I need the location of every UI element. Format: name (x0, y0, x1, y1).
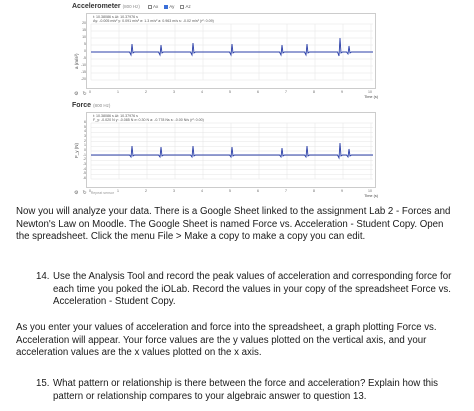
analysis-tool-icon[interactable]: ⚙ (74, 91, 79, 97)
force-plot-svg (87, 113, 377, 189)
y-tick-label: 15 (82, 28, 86, 32)
y-tick-label (78, 148, 86, 152)
paragraph-instructions: Now you will analyze your data. There is a Google Sheet linked to the assignment Lab 2 - Forces and Newton's Law on Moodle. The Google Sheet is named Force vs. Acceleration - Student Copy. Open the spreadsheet. Click the menu File > Make a copy to make a copy you can edit. (16, 206, 451, 243)
checkbox-az-box[interactable] (180, 5, 184, 9)
x-tick-label: 10 (368, 189, 372, 193)
checkbox-ax[interactable]: Ax (148, 4, 158, 9)
question-14-number: 14. (36, 271, 50, 282)
force-panel (72, 102, 384, 198)
force-rate: (800 Hz) (93, 103, 111, 108)
x-tick-label: 9 (341, 90, 343, 94)
question-14-text: Use the Analysis Tool and record the peak values of acceleration and corresponding force for each time you poked the iOLab. Record the values in your copy of the spreadsheet Force vs. Acceleration - Student Copy. (53, 271, 452, 308)
y-tick-label (78, 134, 86, 138)
y-tick-label: -3 (82, 162, 86, 166)
accelerometer-x-axis-label: Time (s) (364, 95, 378, 99)
force-x-axis-label: Time (s) (364, 194, 378, 198)
analysis-tool-icon[interactable]: ⚙ (74, 190, 79, 196)
y-tick-label: -4 (82, 166, 86, 171)
y-tick-label: 10 (82, 35, 86, 39)
y-tick-label (78, 129, 86, 133)
y-tick-label: -2 (82, 157, 86, 162)
accelerometer-rate: (800 Hz) (122, 4, 140, 9)
x-tick-label: 0 (89, 189, 91, 193)
y-tick-label (78, 42, 86, 46)
accelerometer-title-text: Accelerometer (72, 3, 121, 10)
checkbox-az[interactable]: Az (180, 4, 190, 9)
x-tick-label: 4 (201, 189, 203, 193)
question-15-number: 15. (36, 378, 50, 389)
force-plot[interactable] (86, 112, 376, 188)
x-tick-label: 10 (368, 90, 372, 94)
paragraph-spreadsheet: As you enter your values of acceleration and force into the spreadsheet, a graph plotting Force vs. Acceleration will appear. Your force values are the y values plotted on the vertical axis, and your acceleration values are the x values plotted on the x axis. (16, 322, 437, 359)
x-tick-label: 4 (201, 90, 203, 94)
x-tick-label: 9 (341, 189, 343, 193)
y-tick-label: -6 (82, 176, 86, 180)
question-15 (36, 378, 456, 403)
y-tick-label (78, 125, 86, 129)
y-tick-label: -5 (82, 171, 86, 176)
repeat-sensor-label: Repeat sensor (90, 191, 115, 195)
x-tick-label: 6 (257, 189, 259, 193)
x-tick-label: 5 (229, 90, 231, 94)
y-tick-label (78, 49, 86, 53)
accelerometer-panel (72, 3, 384, 99)
accelerometer-y-axis-label: a (m/s²) (74, 53, 79, 69)
accelerometer-tools (74, 91, 87, 97)
x-tick-label: 8 (313, 189, 315, 193)
x-tick-label: 7 (285, 90, 287, 94)
y-tick-label: 20 (82, 21, 86, 25)
x-tick-label: 1 (117, 189, 119, 193)
accelerometer-plot[interactable] (86, 13, 376, 89)
x-tick-label: 1 (117, 90, 119, 94)
y-tick-label (78, 139, 86, 143)
x-tick-label: 2 (145, 90, 147, 94)
data-trace (91, 38, 373, 56)
accelerometer-title (72, 3, 140, 10)
force-readout-2: F_y: -0.020 N y: -0.085 N σ: 0.30 N a: -0.778 Ns s: -0.00 N/s (r²: 0.00) (93, 117, 204, 122)
checkbox-ax-box[interactable] (148, 5, 152, 9)
x-tick-label: 7 (285, 189, 287, 193)
x-tick-label: 3 (173, 90, 175, 94)
refresh-icon[interactable]: ↻ (82, 190, 87, 196)
x-tick-label: 8 (313, 90, 315, 94)
checkbox-ay[interactable]: Ay (164, 4, 174, 9)
y-tick-label: -5 (82, 56, 86, 60)
refresh-icon[interactable]: ↻ (82, 91, 87, 97)
x-tick-label: 0 (89, 90, 91, 94)
x-tick-label: 6 (257, 90, 259, 94)
y-tick-label: -1 (82, 152, 86, 157)
x-tick-label: 2 (145, 189, 147, 193)
force-tools (74, 190, 114, 196)
force-y-axis-label: F_y (N) (74, 143, 79, 158)
force-readout-1: t: 10.38086 s Δt: 10.37976 s (93, 113, 138, 118)
force-title (72, 102, 110, 109)
y-tick-label: -15 (80, 70, 86, 74)
x-tick-label: 5 (229, 189, 231, 193)
y-tick-label (78, 143, 86, 147)
y-tick-label: -10 (80, 63, 86, 67)
force-title-text: Force (72, 102, 92, 109)
x-tick-label: 3 (173, 189, 175, 193)
y-tick-label: -20 (80, 77, 86, 81)
y-tick-label (78, 120, 86, 124)
question-15-text: What pattern or relationship is there between the force and acceleration? Explain how this pattern or relationship compares to your algebraic answer to question 13. (53, 378, 439, 402)
checkbox-ay-box[interactable] (164, 5, 168, 9)
accelerometer-readout-1: t: 10.38086 s Δt: 10.37976 s (93, 14, 138, 19)
axis-checkboxes (148, 4, 191, 9)
accelerometer-readout-2: Ay: -0.005 m/s² y: 0.091 m/s² σ: 1.3 m/s² a: 0.963 m/s s: -0.02 m/s² (r²: 0.09) (93, 18, 214, 23)
accelerometer-plot-svg (87, 14, 377, 90)
question-14 (36, 271, 456, 309)
